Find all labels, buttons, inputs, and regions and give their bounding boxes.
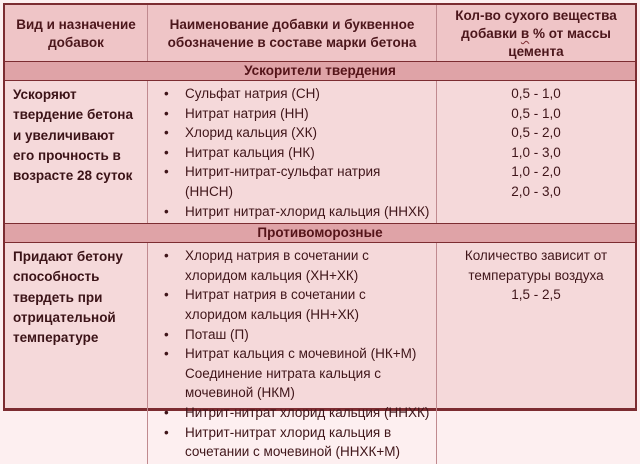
header-col-name <box>148 5 437 62</box>
additive-item <box>148 202 436 222</box>
header-col-amount-part2: % от массы цемента <box>508 25 611 59</box>
additive-item <box>148 344 436 364</box>
bullet-icon: • <box>164 424 169 440</box>
amount-value: 0,5 - 2,0 <box>511 125 561 141</box>
amounts-cell-accelerators <box>437 81 635 223</box>
additive-label: Сульфат натрия (СН) <box>185 86 320 101</box>
additive-item <box>148 162 436 201</box>
additive-item <box>148 285 436 324</box>
additive-list <box>148 81 436 223</box>
header-col-amount-label <box>445 7 627 60</box>
additive-label: Нитрат натрия в сочетании с хлоридом кальция (НН+ХК) <box>185 287 366 322</box>
header-row <box>5 5 635 61</box>
amount-value: 2,0 - 3,0 <box>511 183 561 199</box>
section-row-accelerators <box>5 81 635 223</box>
header-col-type <box>5 5 148 62</box>
header-col-amount-part1: Кол-во сухого вещества добавки <box>455 8 617 41</box>
bullet-icon: • <box>164 125 169 141</box>
amount-value: 1,0 - 3,0 <box>511 144 561 160</box>
additive-item <box>148 325 436 345</box>
amounts-cell-antifreeze <box>437 243 635 464</box>
additive-label: Нитрит-нитрат хлорид кальция в сочетании с мочевиной (ННХК+М) <box>185 424 401 460</box>
header-col-amount <box>437 5 635 62</box>
additive-label: Нитрит-нитрат хлорид кальция (ННХК) <box>185 404 430 420</box>
bullet-icon: • <box>164 346 169 362</box>
bullet-icon <box>148 364 185 403</box>
bullet-icon: • <box>164 248 169 264</box>
additive-list <box>148 243 436 464</box>
additive-item <box>148 123 436 143</box>
amount-value: 0,5 - 1,0 <box>511 105 561 121</box>
additive-label: Поташ (П) <box>185 326 249 342</box>
amount-value: 1,0 - 2,0 <box>511 164 561 180</box>
additive-item <box>148 143 436 163</box>
amount-value: 1,5 - 2,5 <box>511 287 561 303</box>
section-title-accelerators: Ускорители твердения <box>5 61 635 81</box>
additive-item <box>148 423 436 462</box>
bullet-icon: • <box>164 144 169 160</box>
bullet-icon: • <box>164 105 169 121</box>
amount-value: 0,5 - 1,0 <box>511 86 561 101</box>
purpose-cell-antifreeze: Придают бетону способность твердеть при отрицательной температуре <box>5 243 148 464</box>
section-title-antifreeze: Противоморозные <box>5 223 635 243</box>
bullet-icon: • <box>164 203 169 219</box>
additive-item <box>148 104 436 124</box>
additive-label: Нитрит-нитрат-сульфат натрия (ННСН) <box>185 164 381 199</box>
section-row-antifreeze <box>5 243 635 464</box>
purpose-cell-accelerators: Ускоряют твердение бетона и увеличивают его прочность в возрасте 28 суток <box>5 81 148 223</box>
additive-label: Хлорид кальция (ХК) <box>185 125 318 141</box>
additive-label: Нитрат натрия (НН) <box>185 105 309 121</box>
bullet-icon: • <box>164 326 169 342</box>
additive-item <box>148 84 436 104</box>
bullet-icon: • <box>164 404 169 420</box>
additives-cell-accelerators <box>148 81 437 223</box>
additive-label: Соединение нитрата кальция с мочевиной (НКМ) <box>185 365 382 401</box>
amount-note: Количество зависит от температуры воздуха <box>464 248 608 283</box>
additives-cell-antifreeze <box>148 243 437 464</box>
bullet-icon: • <box>164 164 169 180</box>
additive-item <box>148 246 436 285</box>
bullet-icon: • <box>164 86 169 101</box>
header-col-amount-underlined: в <box>520 25 530 41</box>
bullet-icon: • <box>164 287 169 303</box>
additive-label: Нитрат кальция с мочевиной (НК+М) <box>185 346 417 362</box>
header-col-name-label: Наименование добавки и буквенное обозначение в составе марки бетона <box>167 16 417 50</box>
additive-item <box>148 364 436 403</box>
additives-table <box>3 3 637 460</box>
additive-label: Нитрат кальция (НК) <box>185 144 315 160</box>
additive-label: Нитрит нитрат-хлорид кальция (ННХК) <box>185 203 430 219</box>
additive-label: Хлорид натрия в сочетании с хлоридом кальция (ХН+ХК) <box>185 248 369 283</box>
header-col-type-label: Вид и назначение добавок <box>16 16 136 50</box>
